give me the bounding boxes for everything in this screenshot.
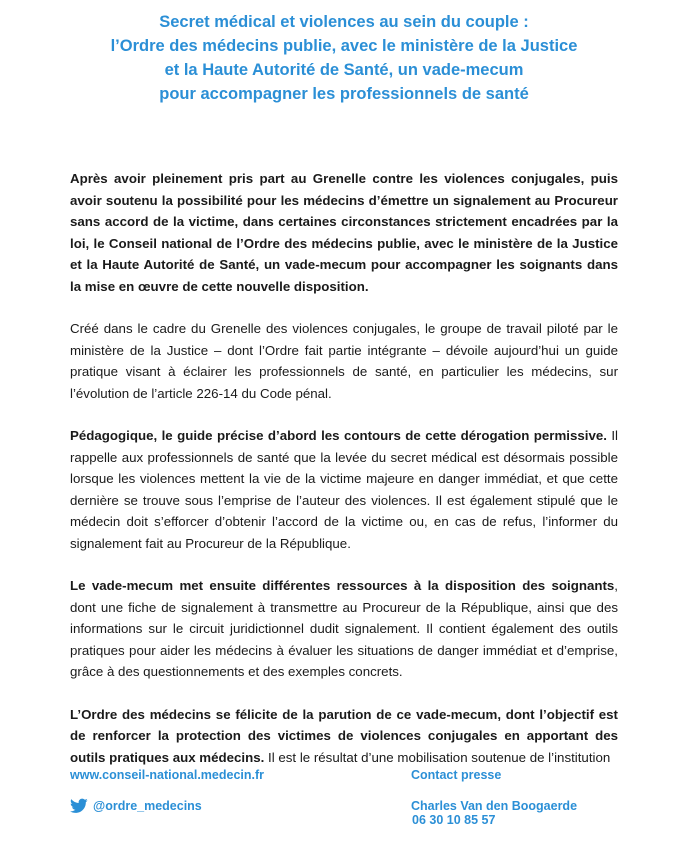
contact-name: Charles Van den Boogaerde xyxy=(411,799,578,813)
title-line: et la Haute Autorité de Santé, un vade-mecum xyxy=(164,61,524,79)
paragraph-lead: Le vade-mecum met ensuite différentes ressources à la disposition des soignants xyxy=(70,578,615,593)
paragraph-resources xyxy=(70,575,618,683)
footer-links xyxy=(70,768,264,814)
title-line: l’Ordre des médecins publie, avec le ministère de la Justice xyxy=(110,37,578,55)
twitter-link[interactable] xyxy=(70,798,264,814)
page-title xyxy=(70,10,618,106)
twitter-handle: @ordre_medecins xyxy=(93,799,202,813)
paragraph-guide xyxy=(70,425,618,554)
article-body xyxy=(70,168,618,789)
paragraph-lead: L’Ordre des médecins se félicite de la parution de ce vade-mecum, dont l’objectif est de renforcer la protection des victimes de violences conjugales en apportant des outils pratiques aux médecins. xyxy=(70,706,618,765)
contact-phone: 06 30 10 85 57 xyxy=(412,813,496,827)
paragraph-text: Il est le résultat d’une mobilisation soutenue de l’institution xyxy=(264,749,611,765)
press-contact xyxy=(411,768,577,827)
title-line: pour accompagner les professionnels de santé xyxy=(159,85,529,103)
paragraph-working-group: Créé dans le cadre du Grenelle des violences conjugales, le groupe de travail piloté par le ministère de la Justice – dont l’Ordre fait partie intégrante – dévoile aujourd’hui un guide pratique visant à éclairer les professionnels de santé, en particulier les médecins, sur l’évolution de l’article 226-14 du Code pénal. xyxy=(70,321,618,401)
website-link[interactable]: www.conseil-national.medecin.fr xyxy=(70,768,265,782)
contact-label: Contact presse xyxy=(411,768,502,782)
paragraph-text: , dont une fiche de signalement à transmettre au Procureur de la République, ainsi que des informations sur le circuit juridictionnel dudit signalement. Il contient également des outils pratiques pour aider les médecins à évaluer les situations de danger immédiat et d’emprise, grâce à des questionnements et des exemples concrets. xyxy=(70,578,618,679)
paragraph-intro: Après avoir pleinement pris part au Grenelle contre les violences conjugales, puis avoir soutenu la possibilité pour les médecins d’émettre un signalement au Procureur sans accord de la victime, dans certaines circonstances strictement encadrées par la loi, le Conseil national de l’Ordre des médecins publie, avec le ministère de la Justice et la Haute Autorité de Santé, un vade-mecum pour accompagner les soignants dans la mise en œuvre de cette nouvelle disposition. xyxy=(70,171,618,294)
twitter-icon xyxy=(70,798,88,814)
paragraph-lead: Pédagogique, le guide précise d’abord les contours de cette dérogation permissive. xyxy=(70,428,607,443)
paragraph-text: Il rappelle aux professionnels de santé que la levée du secret médical est désormais possible lorsque les violences mettent la vie de la victime majeure en danger immédiat, et que cette dernière se trouve sous l’emprise de l’auteur des violences. Il est également stipulé que le médecin doit s’efforcer d’obtenir l’accord de la victime ou, en cas de refus, l’informer du signalement fait au Procureur de la République. xyxy=(70,428,618,551)
paragraph-conclusion xyxy=(70,704,618,769)
title-line: Secret médical et violences au sein du couple : xyxy=(159,13,529,31)
